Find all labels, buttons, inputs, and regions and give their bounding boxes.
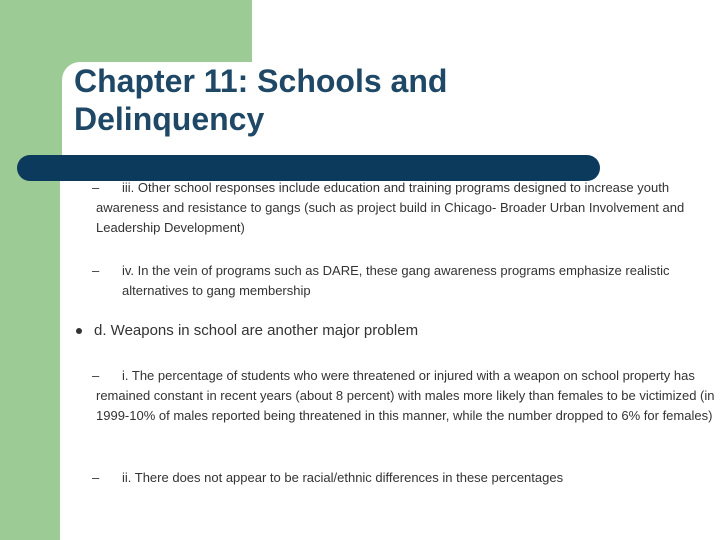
sub-item-iv [92, 261, 716, 301]
bullet-dot-icon [76, 328, 82, 334]
sub-item-iii [92, 178, 716, 238]
sub-item-i [92, 366, 716, 426]
dash-marker: – [92, 368, 100, 383]
slide-title: Chapter 11: Schools and Delinquency [74, 63, 448, 137]
dash-marker: – [92, 470, 100, 485]
bullet-text: d. Weapons in school are another major problem [94, 322, 419, 339]
dash-marker: – [92, 180, 100, 195]
sub-item-text: iv. In the vein of programs such as DARE, these gang awareness programs emphasize realistic alternatives to gang membership [122, 263, 670, 298]
dash-marker: – [92, 263, 100, 278]
sub-item-text: i. The percentage of students who were threatened or injured with a weapon on school property has remained constant in recent years (about 8 percent) with males more likely than females to be victimized (in 1999-10% of males reported being threatened in this manner, while the number dropped to 6% for females) [96, 368, 715, 423]
sub-item-text: ii. There does not appear to be racial/ethnic differences in these percentages [122, 470, 564, 485]
sub-item-text: iii. Other school responses include education and training programs designed to increase youth awareness and resistance to gangs (such as project build in Chicago- Broader Urban Involvement and Leadership Development) [96, 180, 685, 235]
left-accent-band [0, 0, 60, 540]
sub-item-ii [92, 468, 716, 488]
